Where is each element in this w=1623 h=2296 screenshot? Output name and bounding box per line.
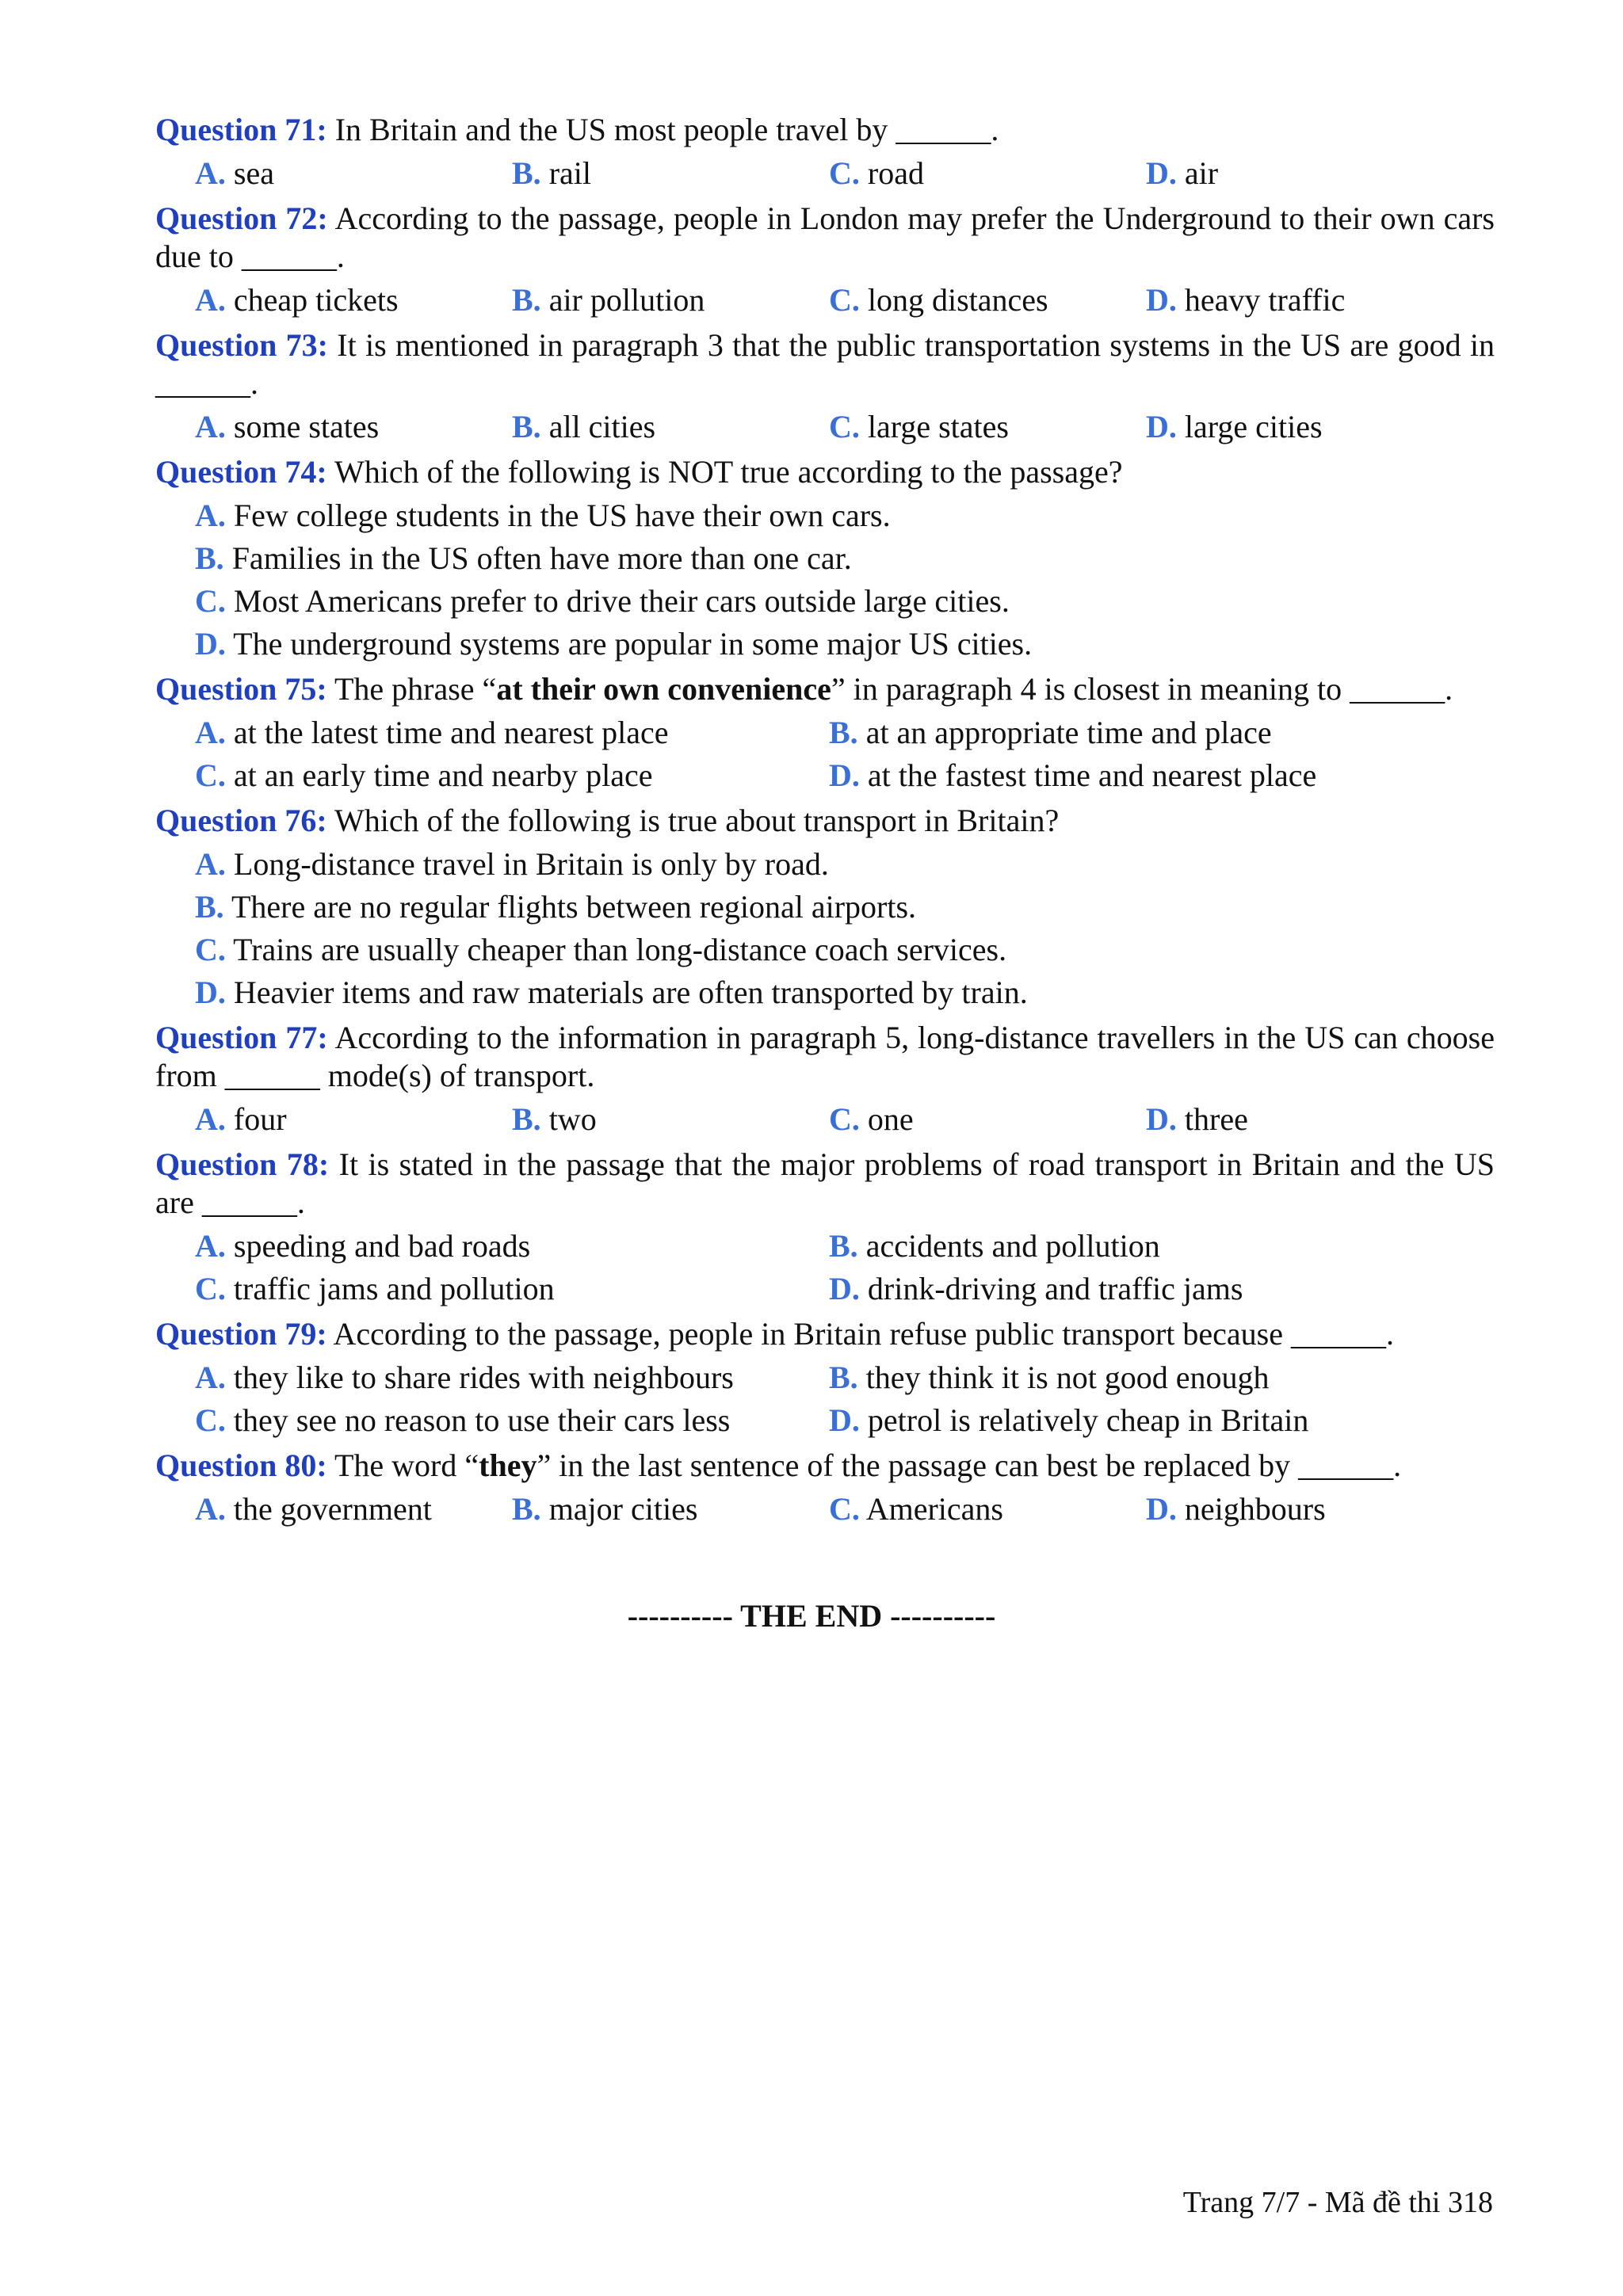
option-letter: B. — [512, 282, 541, 318]
option-letter: C. — [829, 1491, 860, 1527]
option-text: The underground systems are popular in some major US cities. — [233, 626, 1033, 662]
question-block — [155, 1315, 1495, 1442]
question-number: Question 71: — [155, 112, 327, 147]
option-text: four — [233, 1101, 287, 1137]
question-quoted-phrase: they — [479, 1447, 537, 1483]
option-letter: B. — [512, 409, 541, 444]
option-text: large states — [867, 409, 1009, 444]
answer-options — [155, 152, 1495, 195]
question-block — [155, 1146, 1495, 1310]
option-text: Families in the US often have more than one car. — [231, 540, 852, 576]
answer-options — [155, 1356, 1495, 1442]
answer-option — [195, 929, 1495, 971]
question-text: Which of the following is true about transport in Britain? — [327, 803, 1060, 838]
option-text: neighbours — [1184, 1491, 1326, 1527]
question-number: Question 74: — [155, 454, 327, 490]
option-letter: C. — [829, 155, 860, 191]
question-block — [155, 802, 1495, 1014]
option-text: Long-distance travel in Britain is only by road. — [233, 846, 829, 882]
answer-option — [195, 279, 512, 322]
answer-options — [155, 494, 1495, 666]
answer-option — [829, 152, 1146, 195]
answer-option — [195, 1488, 512, 1531]
answer-option — [195, 754, 829, 797]
option-text: Most Americans prefer to drive their cars outside large cities. — [233, 583, 1010, 619]
question-text: According to the information in paragraph 5, long-distance travellers in the US can choose from ______ mode(s) of transport. — [155, 1020, 1495, 1093]
option-letter: B. — [512, 1491, 541, 1527]
answer-option — [195, 1356, 829, 1399]
option-text: some states — [233, 409, 380, 444]
option-text: road — [867, 155, 924, 191]
answer-option — [195, 1399, 829, 1442]
option-letter: A. — [195, 498, 226, 533]
answer-option — [195, 1268, 829, 1310]
answer-option — [829, 711, 1463, 754]
option-letter: A. — [195, 715, 226, 750]
option-text: petrol is relatively cheap in Britain — [867, 1402, 1309, 1438]
answer-option — [829, 754, 1463, 797]
answer-option — [512, 1098, 829, 1141]
answer-option — [829, 1268, 1463, 1310]
answer-option — [512, 406, 829, 448]
answer-options — [155, 406, 1495, 448]
question-block — [155, 111, 1495, 195]
answer-options — [155, 279, 1495, 322]
answer-options — [155, 843, 1495, 1014]
answer-option — [829, 279, 1146, 322]
option-text: Americans — [865, 1491, 1003, 1527]
question-number: Question 78: — [155, 1146, 330, 1182]
question-stem — [155, 1315, 1495, 1353]
option-letter: B. — [829, 1228, 858, 1264]
answer-option — [1146, 406, 1463, 448]
answer-option — [195, 406, 512, 448]
option-letter: C. — [829, 1101, 860, 1137]
question-text: It is stated in the passage that the major problems of road transport in Britain and the US are ______. — [155, 1146, 1495, 1220]
answer-option — [195, 711, 829, 754]
option-text: large cities — [1184, 409, 1323, 444]
answer-option — [829, 1399, 1463, 1442]
answer-option — [1146, 1098, 1463, 1141]
answer-options — [155, 1488, 1495, 1531]
option-text: air — [1184, 155, 1219, 191]
question-block — [155, 200, 1495, 322]
option-letter: A. — [195, 409, 226, 444]
answer-option — [512, 279, 829, 322]
answer-options — [155, 711, 1495, 797]
option-letter: B. — [512, 1101, 541, 1137]
option-letter: D. — [829, 1271, 860, 1306]
option-text: traffic jams and pollution — [233, 1271, 555, 1306]
option-letter: D. — [195, 974, 226, 1010]
option-letter: D. — [1146, 282, 1177, 318]
question-text: It is mentioned in paragraph 3 that the public transportation systems in the US are good in ______. — [155, 327, 1495, 401]
option-text: cheap tickets — [233, 282, 399, 318]
option-text: at the fastest time and nearest place — [867, 757, 1317, 793]
question-stem — [155, 200, 1495, 276]
option-text: at an early time and nearby place — [233, 757, 653, 793]
option-letter: A. — [195, 1101, 226, 1137]
option-letter: B. — [829, 1360, 858, 1395]
answer-option — [512, 152, 829, 195]
answer-option — [195, 152, 512, 195]
question-text: According to the passage, people in London may prefer the Underground to their own cars due to ______. — [155, 200, 1495, 274]
option-text: one — [867, 1101, 914, 1137]
question-block — [155, 326, 1495, 448]
question-block — [155, 1447, 1495, 1531]
option-text: at the latest time and nearest place — [233, 715, 669, 750]
option-letter: B. — [829, 715, 858, 750]
option-letter: B. — [512, 155, 541, 191]
option-text: three — [1184, 1101, 1248, 1137]
option-letter: A. — [195, 846, 226, 882]
question-number: Question 77: — [155, 1020, 328, 1055]
option-text: sea — [233, 155, 274, 191]
question-text: ” in paragraph 4 is closest in meaning to ______. — [831, 671, 1453, 707]
option-text: Trains are usually cheaper than long-distance coach services. — [233, 932, 1007, 967]
question-stem — [155, 453, 1495, 491]
answer-options — [155, 1225, 1495, 1310]
option-letter: B. — [195, 540, 224, 576]
answer-option — [195, 580, 1495, 623]
question-block — [155, 1019, 1495, 1141]
option-letter: A. — [195, 1360, 226, 1395]
question-number: Question 72: — [155, 200, 328, 236]
option-letter: C. — [195, 757, 226, 793]
answer-option — [195, 843, 1495, 886]
option-text: Heavier items and raw materials are often transported by train. — [233, 974, 1028, 1010]
option-letter: D. — [1146, 155, 1177, 191]
question-text: The word “ — [327, 1447, 479, 1483]
question-number: Question 73: — [155, 327, 328, 363]
option-text: long distances — [867, 282, 1048, 318]
answer-option — [195, 971, 1495, 1014]
answer-option — [195, 1098, 512, 1141]
answer-option — [829, 1098, 1146, 1141]
option-text: two — [548, 1101, 597, 1137]
answer-option — [195, 886, 1495, 929]
option-letter: A. — [195, 1228, 226, 1264]
option-letter: D. — [195, 626, 226, 662]
question-stem — [155, 1019, 1495, 1095]
question-quoted-phrase: at their own convenience — [496, 671, 831, 707]
option-letter: D. — [1146, 1491, 1177, 1527]
question-stem — [155, 1447, 1495, 1485]
option-letter: D. — [829, 757, 860, 793]
option-letter: D. — [829, 1402, 860, 1438]
question-number: Question 80: — [155, 1447, 327, 1483]
question-text: According to the passage, people in Britain refuse public transport because ______. — [327, 1316, 1394, 1352]
exam-page — [155, 111, 1495, 1535]
option-letter: C. — [195, 1402, 226, 1438]
option-letter: D. — [1146, 1101, 1177, 1137]
option-text: accidents and pollution — [865, 1228, 1160, 1264]
option-letter: C. — [195, 932, 226, 967]
option-letter: D. — [1146, 409, 1177, 444]
option-text: they see no reason to use their cars less — [233, 1402, 731, 1438]
answer-option — [1146, 1488, 1463, 1531]
question-stem — [155, 111, 1495, 149]
option-text: major cities — [548, 1491, 698, 1527]
option-text: speeding and bad roads — [233, 1228, 531, 1264]
option-text: rail — [548, 155, 591, 191]
option-text: the government — [233, 1491, 432, 1527]
answer-option — [829, 1488, 1146, 1531]
option-text: at an appropriate time and place — [865, 715, 1272, 750]
answer-option — [195, 1225, 829, 1268]
option-letter: C. — [195, 1271, 226, 1306]
option-text: heavy traffic — [1184, 282, 1346, 318]
question-number: Question 76: — [155, 803, 327, 838]
question-stem — [155, 802, 1495, 840]
option-letter: B. — [195, 889, 224, 925]
answer-option — [195, 623, 1495, 666]
answer-option — [1146, 279, 1463, 322]
question-text: Which of the following is NOT true according to the passage? — [327, 454, 1123, 490]
option-letter: C. — [829, 409, 860, 444]
question-text: The phrase “ — [327, 671, 497, 707]
question-block — [155, 453, 1495, 666]
option-text: they like to share rides with neighbours — [233, 1360, 734, 1395]
answer-option — [1146, 152, 1463, 195]
option-letter: C. — [829, 282, 860, 318]
option-letter: C. — [195, 583, 226, 619]
option-letter: A. — [195, 282, 226, 318]
answer-option — [829, 406, 1146, 448]
option-text: all cities — [548, 409, 656, 444]
question-stem — [155, 326, 1495, 402]
option-text: drink-driving and traffic jams — [867, 1271, 1243, 1306]
answer-option — [512, 1488, 829, 1531]
option-text: Few college students in the US have their own cars. — [233, 498, 891, 533]
question-stem — [155, 670, 1495, 708]
end-marker: ---------- THE END ---------- — [627, 1598, 996, 1634]
option-text: air pollution — [548, 282, 705, 318]
option-letter: A. — [195, 155, 226, 191]
option-text: There are no regular flights between regional airports. — [231, 889, 917, 925]
option-letter: A. — [195, 1491, 226, 1527]
page-footer: Trang 7/7 - Mã đề thi 318 — [1182, 2186, 1493, 2219]
question-text: ” in the last sentence of the passage can best be replaced by ______. — [537, 1447, 1402, 1483]
answer-option — [195, 494, 1495, 537]
answer-option — [829, 1356, 1463, 1399]
option-text: they think it is not good enough — [865, 1360, 1270, 1395]
question-number: Question 75: — [155, 671, 327, 707]
answer-option — [195, 537, 1495, 580]
question-stem — [155, 1146, 1495, 1222]
answer-option — [829, 1225, 1463, 1268]
question-number: Question 79: — [155, 1316, 327, 1352]
question-text: In Britain and the US most people travel by ______. — [327, 112, 999, 147]
question-block — [155, 670, 1495, 797]
answer-options — [155, 1098, 1495, 1141]
